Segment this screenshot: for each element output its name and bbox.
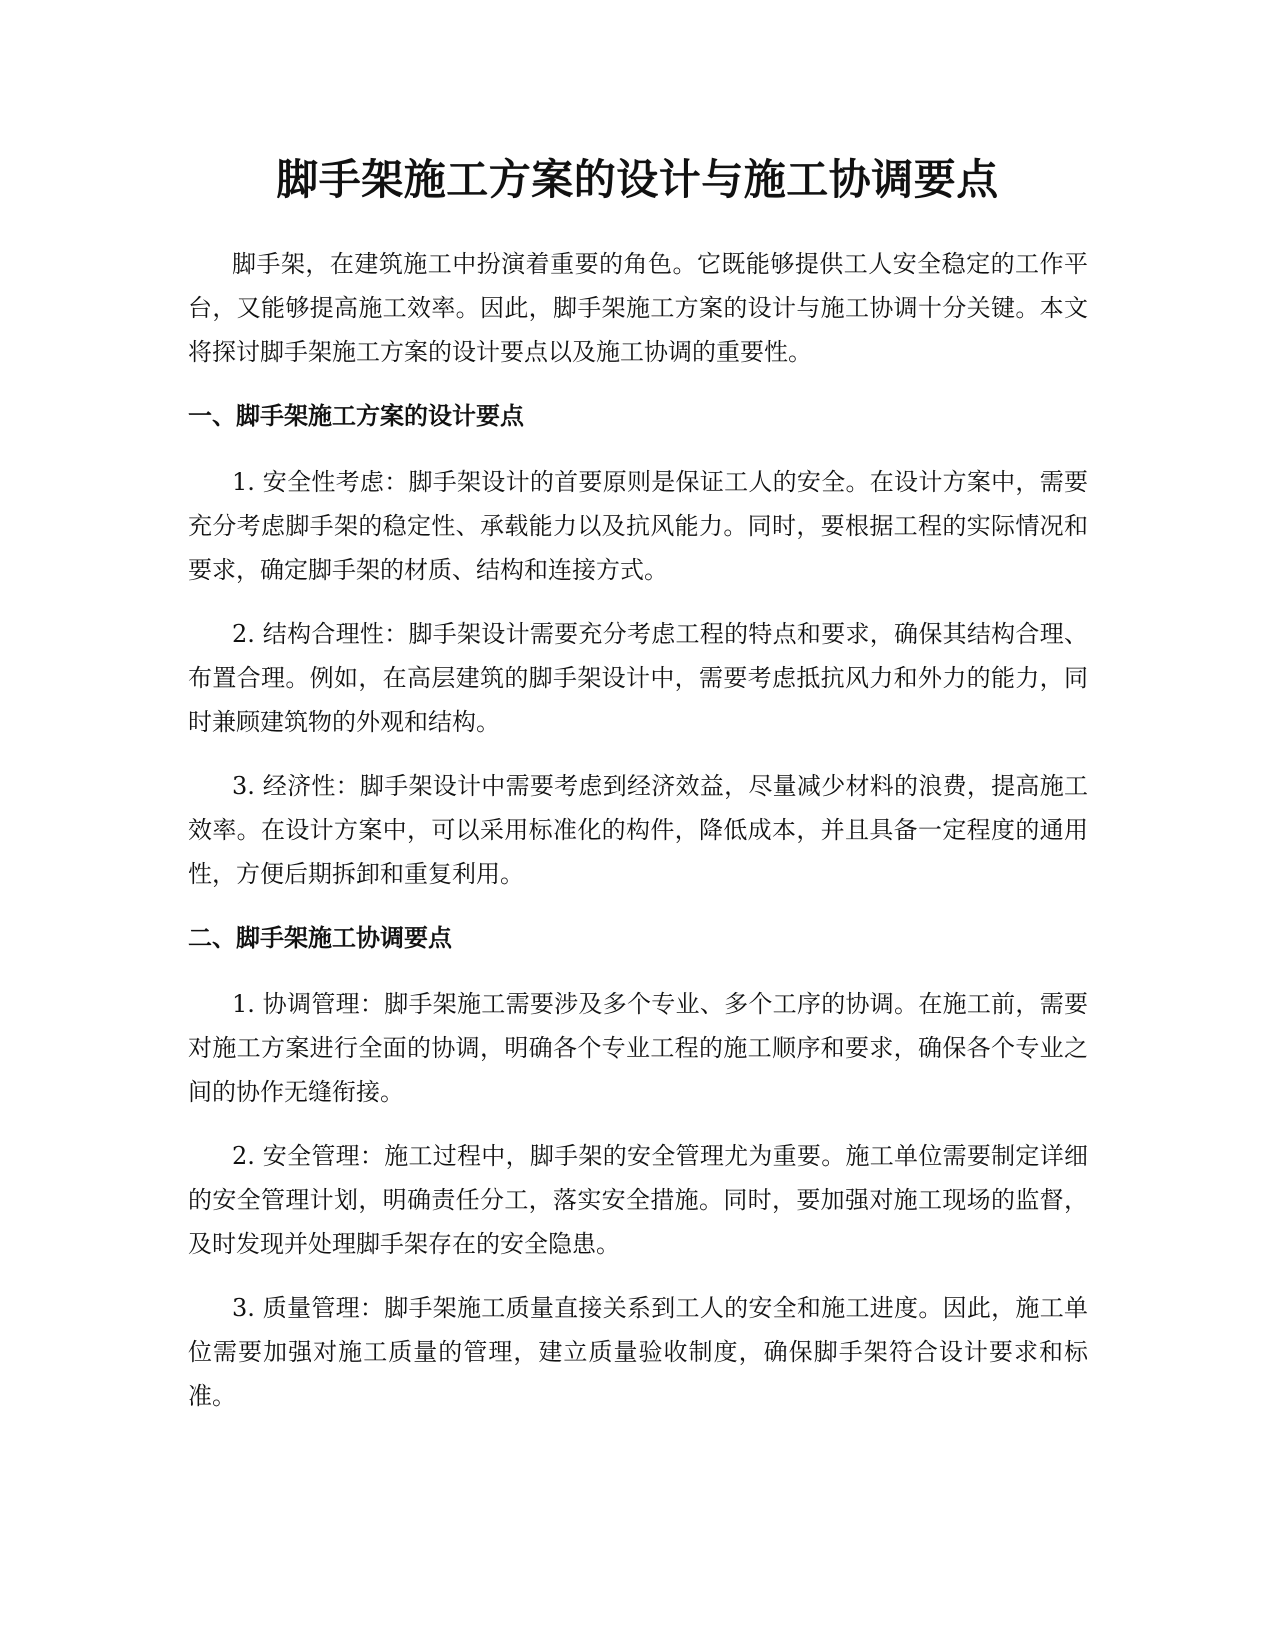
list-item: 2. 结构合理性：脚手架设计需要充分考虑工程的特点和要求，确保其结构合理、布置合理。例如，在高层建筑的脚手架设计中，需要考虑抵抗风力和外力的能力，同时兼顾建筑物的外观和结构。	[188, 620, 1088, 736]
section-heading: 二、脚手架施工协调要点	[188, 924, 452, 952]
list-item: 1. 协调管理：脚手架施工需要涉及多个专业、多个工序的协调。在施工前，需要对施工方案进行全面的协调，明确各个专业工程的施工顺序和要求，确保各个专业之间的协作无缝衔接。	[188, 990, 1088, 1106]
list-item: 3. 经济性：脚手架设计中需要考虑到经济效益，尽量减少材料的浪费，提高施工效率。在设计方案中，可以采用标准化的构件，降低成本，并且具备一定程度的通用性，方便后期拆卸和重复利用。	[188, 772, 1088, 888]
section-heading: 一、脚手架施工方案的设计要点	[188, 402, 524, 430]
list-item: 1. 安全性考虑：脚手架设计的首要原则是保证工人的安全。在设计方案中，需要充分考虑脚手架的稳定性、承载能力以及抗风能力。同时，要根据工程的实际情况和要求，确定脚手架的材质、结构和连接方式。	[188, 468, 1088, 584]
list-item: 3. 质量管理：脚手架施工质量直接关系到工人的安全和施工进度。因此，施工单位需要加强对施工质量的管理，建立质量验收制度，确保脚手架符合设计要求和标准。	[188, 1294, 1088, 1410]
section-design	[188, 394, 1088, 896]
intro-paragraph: 脚手架，在建筑施工中扮演着重要的角色。它既能够提供工人安全稳定的工作平台，又能够提高施工效率。因此，脚手架施工方案的设计与施工协调十分关键。本文将探讨脚手架施工方案的设计要点以及施工协调的重要性。	[188, 250, 1088, 366]
section-coordination	[188, 916, 1088, 1418]
document-body	[188, 242, 1088, 1438]
document-title: 脚手架施工方案的设计与施工协调要点	[276, 155, 999, 204]
list-item: 2. 安全管理：施工过程中，脚手架的安全管理尤为重要。施工单位需要制定详细的安全管理计划，明确责任分工，落实安全措施。同时，要加强对施工现场的监督，及时发现并处理脚手架存在的安全隐患。	[188, 1142, 1088, 1258]
